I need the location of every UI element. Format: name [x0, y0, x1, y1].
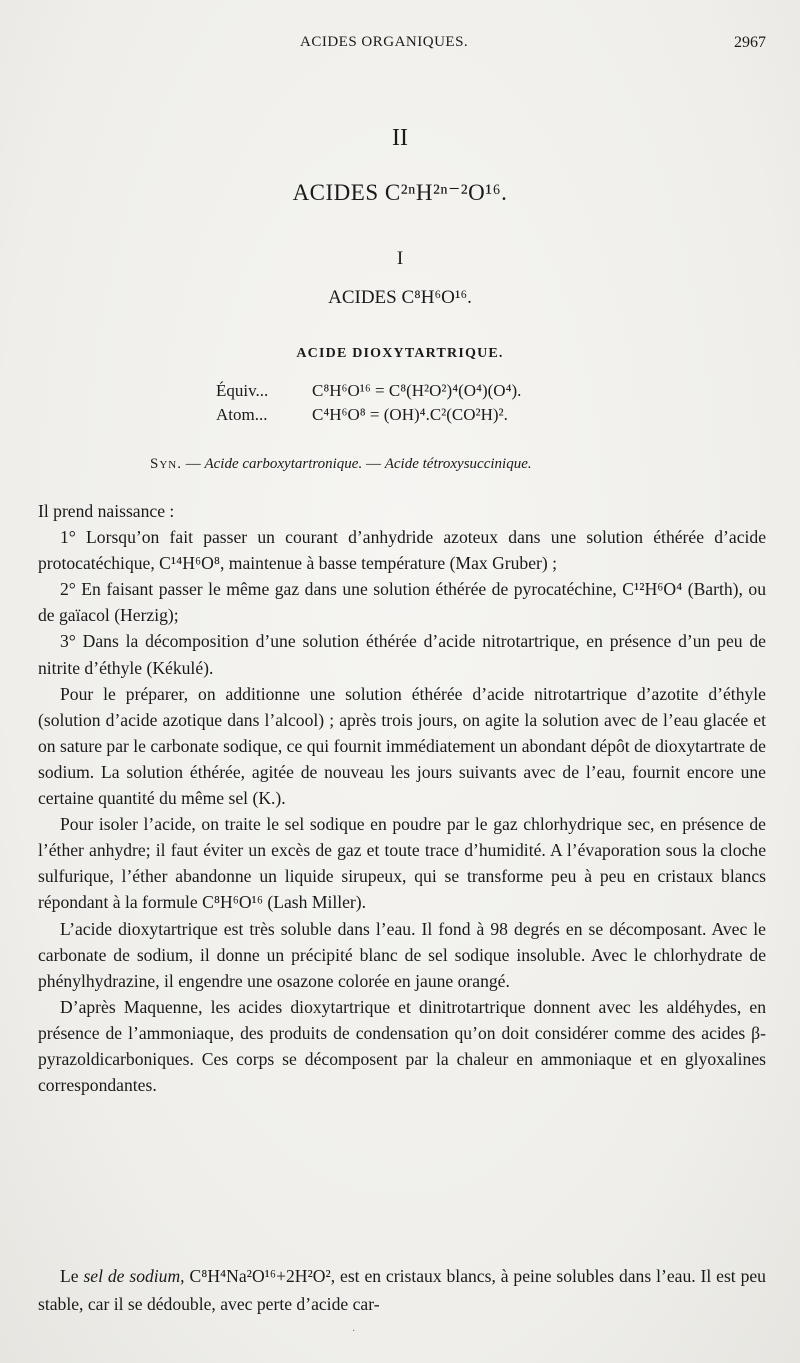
paragraph-preparation: Pour le préparer, on additionne une solution éthérée d’acide nitrotartrique d’azotite d’éthyle (solution d’acide azotique dans l’alcool) ; après trois jours, on agite la solution avec de l’eau glacée et on sature par le carbonate sodique, ce qui fournit immédiatement un abondant dépôt de dioxytartrate de sodium. La solution éthérée, agitée de nouveau les jours suivants avec de l’eau, fournit encore une certaine quantité du même sel (K.).	[38, 683, 766, 809]
print-speck: ·	[352, 1326, 356, 1337]
atom-label: Atom...	[216, 405, 268, 424]
compound-heading: ACIDE DIOXYTARTRIQUE.	[296, 346, 504, 361]
atom-formula: C⁴H⁶O⁸ = (OH)⁴.C²(CO²H)².	[312, 405, 508, 424]
sodium-salt-term: sel de sodium,	[83, 1266, 185, 1286]
sodium-para-start: Le	[60, 1266, 84, 1286]
synonyms-line	[150, 456, 532, 473]
subsection-title: ACIDES C⁸H⁶O¹⁶.	[328, 287, 472, 308]
synonyms-label: Syn.	[150, 456, 182, 472]
subsection-number: I	[396, 248, 404, 269]
section-title: ACIDES C²ⁿH²ⁿ⁻²O¹⁶.	[292, 180, 508, 205]
paragraph-sodium-salt	[38, 1262, 766, 1318]
paragraph-maquenne: D’après Maquenne, les acides dioxytartrique et dinitrotartrique donnent avec les aldéhydes, en présence de l’ammoniaque, des produits de condensation qu’on doit considérer comme des acides β-pyrazoldicarboniques. Ces corps se décomposent par la chaleur en ammoniaque et en glyoxalines correspondantes.	[38, 996, 766, 1096]
paragraph-isolation: Pour isoler l’acide, on traite le sel sodique en poudre par le gaz chlorhydrique sec, en présence de l’éther anhydre; il faut éviter un excès de gaz et toute trace d’humidité. A l’évaporation sous la cloche sulfurique, l’éther abandonne un liquide sirupeux, qui se transforme peu à peu en cristaux blancs répondant à la formule C⁸H⁶O¹⁶ (Lash Miller).	[38, 814, 766, 913]
paragraph-properties: L’acide dioxytartrique est très soluble dans l’eau. Il fond à 98 degrés en se décomposant. Avec le carbonate de sodium, il donne un précipité blanc de sel sodique insoluble. Avec le chlorhydrate de phénylhydrazine, il engendre une osazone colorée en jaune orangé.	[38, 918, 766, 991]
equiv-label: Équiv...	[216, 381, 269, 400]
equiv-formula: C⁸H⁶O¹⁶ = C⁸(H²O²)⁴(O⁴)(O⁴).	[312, 381, 522, 400]
equiv-formula-row	[216, 381, 636, 403]
paragraph-method-3: 3° Dans la décomposition d’une solution éthérée d’acide nitrotartrique, en présence d’un peu de nitrite d’éthyle (Kékulé).	[38, 631, 766, 678]
synonyms-dash-2: —	[362, 456, 385, 472]
body-text	[38, 498, 766, 1098]
page-number: 2967	[734, 34, 766, 51]
running-title: ACIDES ORGANIQUES.	[300, 34, 469, 50]
synonyms-dash: —	[181, 456, 205, 472]
paragraph-method-1: 1° Lorsqu’on fait passer un courant d’anhydride azoteux dans une solution éthérée d’acide protocatéchique, C¹⁴H⁶O⁸, maintenue à basse température (Max Gruber) ;	[38, 527, 766, 574]
section-number: II	[392, 125, 408, 151]
sodium-para-rest: C⁸H⁴Na²O¹⁶+2H²O², est en cristaux blancs, à peine solubles dans l’eau. Il est peu stable, car il se dédouble, avec perte d’acide car-	[38, 1266, 766, 1314]
paragraph-method-2: 2° En faisant passer le même gaz dans une solution éthérée de pyrocatéchine, C¹²H⁶O⁴ (Barth), ou de gaïacol (Herzig);	[38, 579, 766, 626]
running-head	[0, 34, 800, 54]
atom-formula-row	[216, 405, 636, 427]
synonym-2: Acide tétroxysuccinique.	[384, 456, 532, 472]
paragraph-intro: Il prend naissance :	[38, 501, 175, 521]
synonym-1: Acide carboxytartronique.	[204, 456, 363, 472]
